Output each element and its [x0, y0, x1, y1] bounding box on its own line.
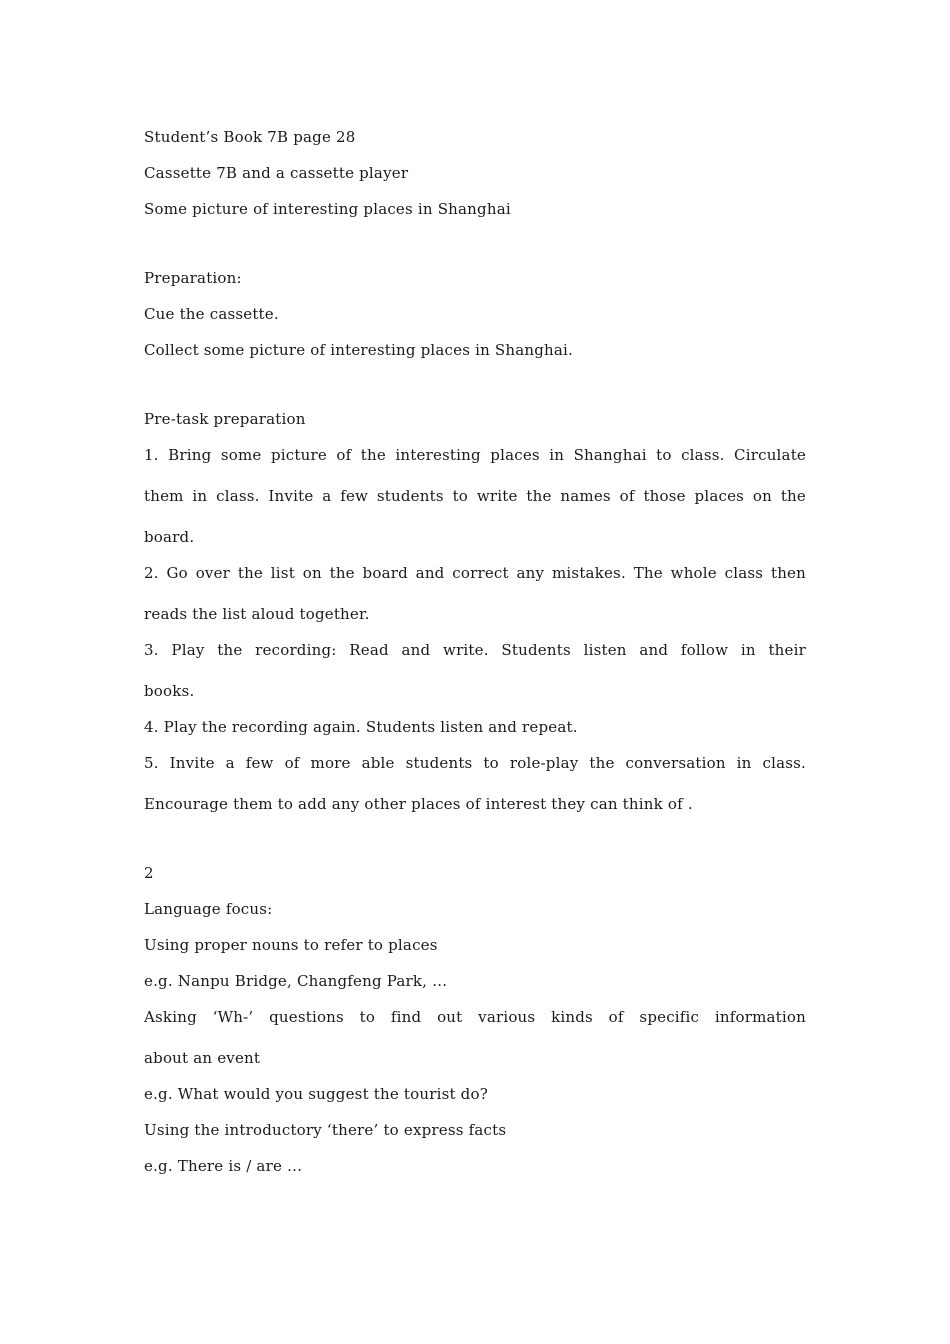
language-focus-line-7: e.g. There is / are …: [144, 1157, 303, 1175]
pretask-line-6: 3. Play the recording: Read and write. Students listen and follow in their: [144, 641, 806, 659]
pretask-line-7: books.: [144, 682, 195, 700]
preparation-item-2: Collect some picture of interesting places in Shanghai.: [144, 341, 574, 359]
pretask-line-8: 4. Play the recording again. Students listen and repeat.: [144, 718, 578, 736]
language-focus-line-4: about an event: [144, 1049, 261, 1067]
pretask-line-1: 1. Bring some picture of the interesting places in Shanghai to class. Circulate: [144, 446, 806, 464]
pretask-line-10: Encourage them to add any other places of interest they can think of .: [144, 795, 693, 813]
language-focus-heading: Language focus:: [144, 900, 273, 918]
pretask-line-2: them in class. Invite a few students to write the names of those places on the: [144, 487, 806, 505]
language-focus-line-1: Using proper nouns to refer to places: [144, 936, 438, 954]
section-number: 2: [144, 864, 154, 882]
language-focus-line-3: Asking ‘Wh-’ questions to find out various kinds of specific information: [144, 1008, 806, 1026]
pretask-line-5: reads the list aloud together.: [144, 605, 370, 623]
pretask-heading: Pre-task preparation: [144, 410, 306, 428]
pretask-line-4: 2. Go over the list on the board and correct any mistakes. The whole class then: [144, 564, 806, 582]
pretask-line-3: board.: [144, 528, 195, 546]
pretask-line-9: 5. Invite a few of more able students to role-play the conversation in class.: [144, 754, 806, 772]
materials-line-2: Cassette 7B and a cassette player: [144, 164, 409, 182]
language-focus-line-5: e.g. What would you suggest the tourist do?: [144, 1085, 488, 1103]
language-focus-line-6: Using the introductory ‘there’ to express facts: [144, 1121, 507, 1139]
materials-line-1: Student’s Book 7B page 28: [144, 128, 356, 146]
materials-line-3: Some picture of interesting places in Shanghai: [144, 200, 511, 218]
preparation-item-1: Cue the cassette.: [144, 305, 279, 323]
preparation-heading: Preparation:: [144, 269, 242, 287]
language-focus-line-2: e.g. Nanpu Bridge, Changfeng Park, …: [144, 972, 448, 990]
